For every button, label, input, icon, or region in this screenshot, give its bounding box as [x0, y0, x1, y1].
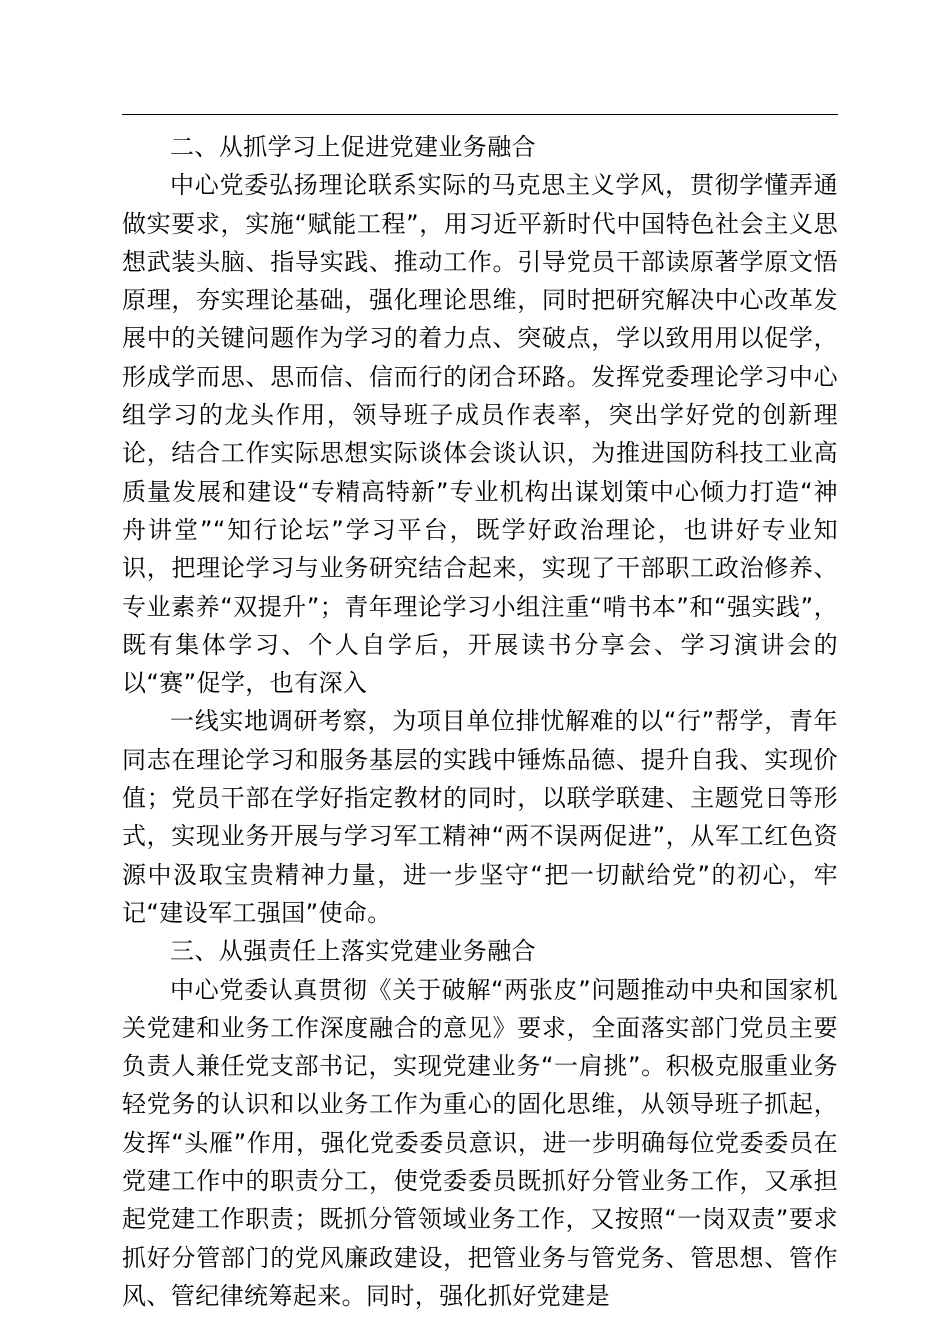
- section-heading-3: 三、从强责任上落实党建业务融合: [170, 937, 536, 966]
- document-body: [122, 128, 838, 1315]
- paragraph: 中心党委弘扬理论联系实际的马克思主义学风，贯彻学懂弄通做实要求，实施“赋能工程”，用习近平新时代中国特色社会主义思想武装头脑、指导实践、推动工作。引导党员干部读原著学原文悟原理，夯实理论基础，强化理论思维，同时把研究解决中心改革发展中的关键问题作为学习的着力点、突破点，学以致用用以促学，形成学而思、思而信、信而行的闭合环路。发挥党委理论学习中心组学习的龙头作用，领导班子成员作表率，突出学好党的创新理论，结合工作实际思想实际谈体会谈认识，为推进国防科技工业高质量发展和建设“专精高特新”专业机构出谋划策中心倾力打造“神舟讲堂”“知行论坛”学习平台，既学好政治理论，也讲好专业知识，把理论学习与业务研究结合起来，实现了干部职工政治修养、专业素养“双提升”；青年理论学习小组注重“啃书本”和“强实践”，既有集体学习、个人自学后，开展读书分享会、学习演讲会的以“赛”促学，也有深入: [122, 171, 838, 698]
- header-rule: [122, 114, 838, 115]
- paragraph: 一线实地调研考察，为项目单位排忧解难的以“行”帮学，青年同志在理论学习和服务基层的实践中锤炼品德、提升自我、实现价值；党员干部在学好指定教材的同时，以联学联建、主题党日等形式，实现业务开展与学习军工精神“两不误两促进”，从军工红色资源中汲取宝贵精神力量，进一步坚守“把一切献给党”的初心，牢记“建设军工强国”使命。: [122, 707, 838, 927]
- section-heading-2: 二、从抓学习上促进党建业务融合: [170, 133, 536, 161]
- paragraph: 中心党委认真贯彻《关于破解“两张皮”问题推动中央和国家机关党建和业务工作深度融合的意见》要求，全面落实部门党员主要负责人兼任党支部书记，实现党建业务“一肩挑”。积极克服重业务轻党务的认识和以业务工作为重心的固化思维，从领导班子抓起，发挥“头雁”作用，强化党委委员意识，进一步明确每位党委委员在党建工作中的职责分工，使党委委员既抓好分管业务工作，又承担起党建工作职责；既抓分管领域业务工作，又按照“一岗双责”要求抓好分管部门的党风廉政建设，把管业务与管党务、管思想、管作风、管纪律统筹起来。同时，强化抓好党建是: [122, 975, 838, 1310]
